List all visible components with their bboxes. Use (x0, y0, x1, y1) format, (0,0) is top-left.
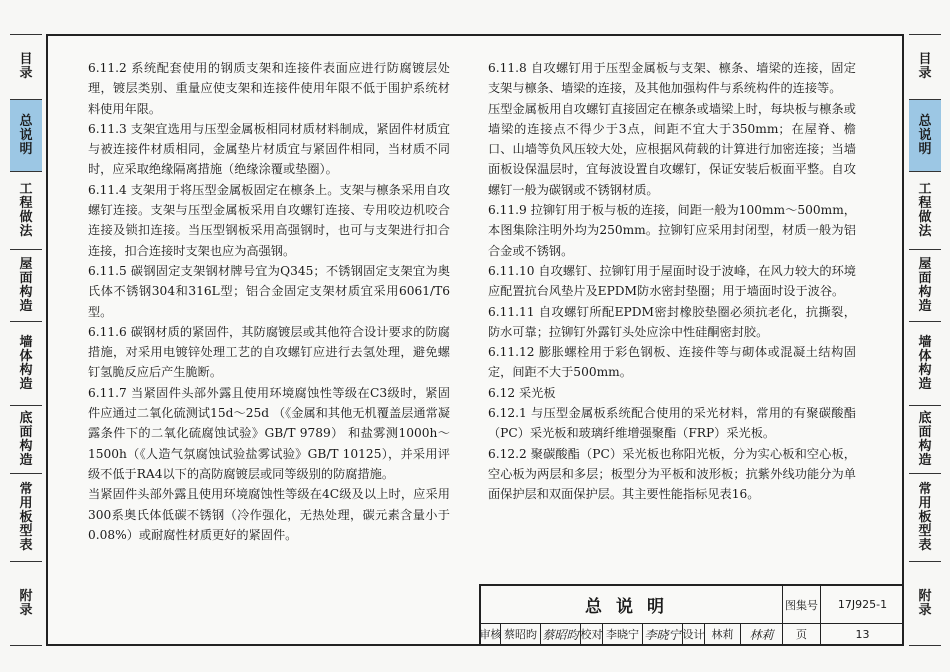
nav-tab[interactable] (909, 34, 941, 100)
nav-tab[interactable] (10, 562, 42, 646)
right-nav-tabs (909, 34, 941, 646)
nav-tab[interactable] (10, 100, 42, 172)
atlas-number: 17J925-1 (837, 598, 888, 611)
nav-tab-label: 附录 (19, 588, 33, 618)
paragraph: 当紧固件头部外露且使用环境腐蚀性等级在4C级及以上时，应采用300系奥氏体低碳不锈钢（冷作强化，无热处理，碳元素含量小于0.08%）或耐腐性材质更好的紧固件。 (88, 487, 450, 542)
review-label: 审核 (481, 624, 501, 644)
nav-tab-label: 总说明 (918, 113, 932, 157)
nav-tab-label: 工程做法 (19, 181, 33, 239)
right-text-column (488, 58, 856, 505)
nav-tab-label: 附录 (918, 588, 932, 618)
designer-name: 林莉 (705, 624, 741, 644)
paragraph: 6.12 采光板 (488, 385, 556, 400)
paragraph: 6.11.9 拉铆钉用于板与板的连接，间距一般为100mm～500mm，本图集除注明外均为250mm。拉铆钉应采用封闭型，材质一般为铝合金或不锈钢。 (488, 203, 856, 258)
nav-tab[interactable] (10, 322, 42, 406)
nav-tab-label: 目录 (19, 52, 33, 81)
nav-tab[interactable] (909, 562, 941, 646)
nav-tab-label: 屋面构造 (19, 256, 33, 314)
sheet-title: 总说明 (481, 586, 783, 623)
paragraph: 6.11.11 自攻螺钉所配EPDM密封橡胶垫圈必须抗老化，抗撕裂，防水可靠；拉铆钉外露钉头处应涂中性硅酮密封胶。 (488, 304, 856, 339)
left-text-column (88, 58, 450, 545)
paragraph: 6.11.3 支架宜选用与压型金属板相同材质材料制成，紧固件材质宜与被连接件材质相同，金属垫片材质宜与紧固件相同，当材质不同时，应采取绝缘隔离措施（绝缘涂覆或垫圈）。 (88, 121, 450, 177)
reviewer-name: 蔡昭昀 (501, 624, 541, 644)
paragraph: 6.11.2 系统配套使用的钢质支架和连接件表面应进行防腐镀层处理，镀层类别、重量应使支架和连接件使用年限不低于围护系统材料使用年限。 (88, 61, 450, 116)
nav-tab-label: 墙体构造 (918, 334, 932, 392)
paragraph: 6.11.4 支架用于将压型金属板固定在檩条上。支架与檩条采用自攻螺钉连接。支架与压型金属板采用自攻螺钉连接、专用咬边机咬合连接及锁扣连接。当压型钢板采用高强钢时，也可与支架进行扣合连接，扣合连接时支架也应为高强钢。 (88, 182, 450, 258)
nav-tab[interactable] (909, 322, 941, 406)
nav-tab[interactable] (909, 474, 941, 562)
page-label: 页 (783, 624, 821, 644)
paragraph: 6.11.5 碳钢固定支架钢材牌号宜为Q345；不锈钢固定支架宜为奥氏体不锈钢304和316L型；铝合金固定支架材质宜采用6061/T6型。 (88, 263, 450, 319)
checker-name: 李晓宁 (603, 624, 643, 644)
paragraph: 6.12.2 聚碳酸酯（PC）采光板也称阳光板，分为实心板和空心板，空心板为两层和多层；板型分为平板和波形板；抗紫外线功能分为单面保护层和双面保护层。其主要性能指标见表16。 (488, 446, 856, 502)
left-nav-tabs (10, 34, 42, 646)
nav-tab[interactable] (909, 250, 941, 322)
nav-tab[interactable] (10, 250, 42, 322)
nav-tab-label: 常用板型表 (918, 481, 932, 553)
page-number: 13 (855, 627, 870, 641)
paragraph: 6.11.6 碳钢材质的紧固件，其防腐镀层或其他符合设计要求的防腐措施，对采用电镀锌处理工艺的自攻螺钉应进行去氢处理，避免螺钉氢脆反应后产生脆断。 (88, 324, 450, 380)
nav-tab[interactable] (909, 100, 941, 172)
nav-tab[interactable] (10, 474, 42, 562)
atlas-number-label: 图集号 (783, 586, 821, 623)
design-label: 设计 (683, 624, 705, 644)
nav-tab[interactable] (909, 406, 941, 474)
nav-tab-label: 墙体构造 (19, 334, 33, 392)
designer-signature: 林莉 (741, 624, 783, 644)
nav-tab-label: 工程做法 (918, 181, 932, 239)
paragraph: 6.11.8 自攻螺钉用于压型金属板与支架、檩条、墙梁的连接，固定支架与檩条、墙梁的连接，及其他加强构件与系统构件的连接等。 (488, 61, 856, 96)
nav-tab[interactable] (909, 172, 941, 250)
paragraph: 6.12.1 与压型金属板系统配合使用的采光材料，常用的有聚碳酸酯（PC）采光板和玻璃纤维增强聚酯（FRP）采光板。 (488, 406, 856, 441)
nav-tab-label: 底面构造 (19, 410, 33, 468)
paragraph: 6.11.10 自攻螺钉、拉铆钉用于屋面时设于波峰，在风力较大的环境应配置抗台风垫片及EPDM防水密封垫圈；用于墙面时设于波谷。 (488, 263, 856, 299)
nav-tab[interactable] (10, 34, 42, 100)
nav-tab-label: 底面构造 (918, 410, 932, 468)
nav-tab-label: 目录 (918, 52, 932, 81)
title-block (479, 584, 904, 644)
paragraph: 压型金属板用自攻螺钉直接固定在檩条或墙梁上时，每块板与檩条或墙梁的连接点不得少于3点，间距不宜大于350mm；在屋脊、檐口、山墙等负风压较大处，应根据风荷载的计算进行加密连接；当墙面板设保温层时，宜每波设置自攻螺钉，保证安装后板面平整。自攻螺钉一般为碳钢或不锈钢材质。 (488, 101, 856, 197)
reviewer-signature: 蔡昭昀 (541, 624, 581, 644)
nav-tab-label: 常用板型表 (19, 481, 33, 553)
nav-tab-label: 屋面构造 (918, 256, 932, 314)
nav-tab[interactable] (10, 172, 42, 250)
checker-signature: 李晓宁 (643, 624, 683, 644)
nav-tab[interactable] (10, 406, 42, 474)
nav-tab-label: 总说明 (19, 113, 33, 157)
paragraph: 6.11.7 当紧固件头部外露且使用环境腐蚀性等级在C3级时，紧固件应通过二氧化硫测试15d～25d （《金属和其他无机覆盖层通常凝露条件下的二氧化硫腐蚀试验》GB/T 9789） 和盐雾测1000h～1500h（《人造气氛腐蚀试验盐雾试验》GB/T 10125），并采用评级不低于RA4以下的高防腐镀层或同等级别的防腐措施。 (88, 385, 450, 481)
paragraph: 6.11.12 膨胀螺栓用于彩色钢板、连接件等与砌体或混凝土结构固定，间距不大于500mm。 (488, 345, 856, 380)
check-label: 校对 (581, 624, 603, 644)
